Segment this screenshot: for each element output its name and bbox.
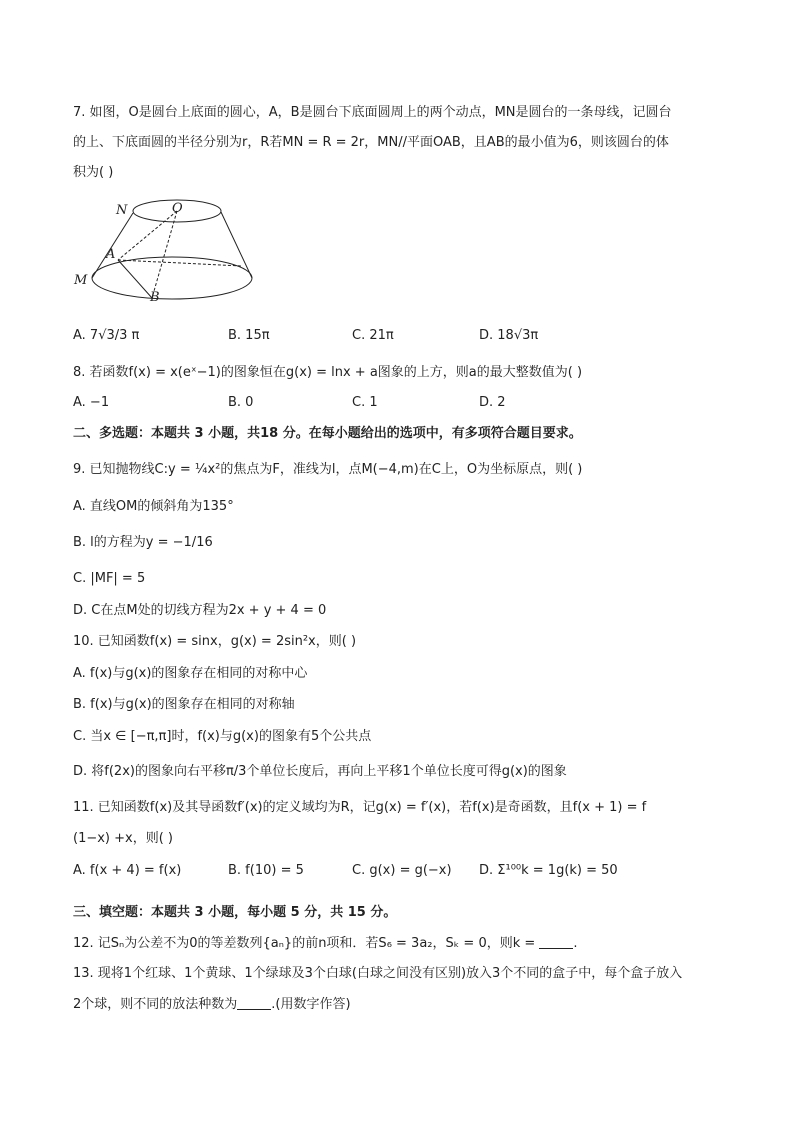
q10-option-c: C. 当x ∈ [−π,π]时，f(x)与g(x)的图象有5个公共点 bbox=[73, 729, 372, 744]
q13-stem-line2-text: 2个球，则不同的放法种数为 bbox=[73, 997, 238, 1012]
q12-stem: 12. 记Sₙ为公差不为0的等差数列{aₙ}的前n项和．若S₆ = 3a₂，Sₖ = 0，则k = bbox=[73, 936, 536, 951]
segment-a-right bbox=[118, 260, 242, 266]
q9-option-c: C. |MF| = 5 bbox=[73, 571, 146, 586]
segment-ob bbox=[152, 211, 177, 298]
q12-stem-line bbox=[73, 934, 578, 954]
frustum-figure bbox=[72, 198, 262, 308]
section-2-heading: 二、多选题：本题共 3 小题，共18 分。在每小题给出的选项中，有多项符合题目要求。 bbox=[73, 426, 582, 441]
q10-option-d: D. 将f(2x)的图象向右平移π/3个单位长度后，再向上平移1个单位长度可得g(x)的图象 bbox=[73, 764, 567, 779]
q11-stem-line1: 11. 已知函数f(x)及其导函数f′(x)的定义域均为R，记g(x) = f′(x)，若f(x)是奇函数，且f(x + 1) = f bbox=[73, 800, 647, 815]
q7-option-b: B. 15π bbox=[228, 328, 270, 343]
q7-option-d: D. 18√3π bbox=[479, 328, 539, 343]
label-b: B bbox=[150, 290, 160, 305]
q7-stem-line3: 积为( ) bbox=[73, 165, 114, 180]
q8-option-a: A. −1 bbox=[73, 395, 110, 410]
q8-option-d: D. 2 bbox=[479, 395, 506, 410]
q12-tail: . bbox=[573, 936, 578, 951]
q10-option-b: B. f(x)与g(x)的图象存在相同的对称轴 bbox=[73, 697, 295, 712]
q10-option-a: A. f(x)与g(x)的图象存在相同的对称中心 bbox=[73, 666, 308, 681]
q13-stem-line1: 13. 现将1个红球、1个黄球、1个绿球及3个白球(白球之间没有区别)放入3个不同的盒子中，每个盒子放入 bbox=[73, 966, 683, 981]
generatrix-mn bbox=[92, 213, 133, 278]
q11-option-b: B. f(10) = 5 bbox=[228, 863, 304, 878]
q7-option-a: A. 7√3/3 π bbox=[73, 328, 140, 343]
q9-option-d: D. C在点M处的切线方程为2x + y + 4 = 0 bbox=[73, 603, 327, 618]
label-a: A bbox=[106, 247, 116, 262]
segment-ab bbox=[118, 260, 152, 298]
frustum-right-side bbox=[221, 212, 252, 278]
q11-option-a: A. f(x + 4) = f(x) bbox=[73, 863, 182, 878]
q8-option-c: C. 1 bbox=[352, 395, 378, 410]
q7-option-c: C. 21π bbox=[352, 328, 394, 343]
q9-stem: 9. 已知抛物线C:y = ¼x²的焦点为F，准线为l，点M(−4,m)在C上，O为坐标原点，则( ) bbox=[73, 462, 583, 477]
q8-option-b: B. 0 bbox=[228, 395, 254, 410]
label-m: M bbox=[74, 273, 88, 288]
section-3-heading: 三、填空题：本题共 3 小题，每小题 5 分，共 15 分。 bbox=[73, 905, 397, 920]
q9-option-a: A. 直线OM的倾斜角为135° bbox=[73, 499, 234, 514]
q10-stem: 10. 已知函数f(x) = sinx，g(x) = 2sin²x，则( ) bbox=[73, 634, 357, 649]
label-o: O bbox=[172, 201, 183, 216]
q7-stem-line1: 7. 如图，O是圆台上底面的圆心，A，B是圆台下底面圆周上的两个动点，MN是圆台的一条母线，记圆台 bbox=[73, 105, 672, 120]
q13-stem-line2 bbox=[73, 995, 351, 1015]
label-n: N bbox=[116, 203, 128, 218]
segment-oa bbox=[118, 211, 177, 260]
q8-stem: 8. 若函数f(x) = x(eˣ−1)的图象恒在g(x) = lnx + a图象的上方，则a的最大整数值为( ) bbox=[73, 365, 583, 380]
q9-option-b: B. l的方程为y = −1/16 bbox=[73, 535, 213, 550]
q11-stem-line2: (1−x) +x，则( ) bbox=[73, 831, 173, 846]
q11-option-d: D. Σ¹⁰⁰k = 1g(k) = 50 bbox=[479, 863, 618, 878]
q13-answer-blank[interactable] bbox=[237, 995, 271, 1010]
q13-tail: .(用数字作答) bbox=[271, 997, 351, 1012]
q7-stem-line2: 的上、下底面圆的半径分别为r，R若MN = R = 2r，MN//平面OAB，且AB的最小值为6，则该圆台的体 bbox=[73, 135, 669, 150]
q12-answer-blank[interactable] bbox=[539, 934, 573, 949]
frustum-bottom-ellipse bbox=[92, 257, 252, 299]
q11-option-c: C. g(x) = g(−x) bbox=[352, 863, 452, 878]
